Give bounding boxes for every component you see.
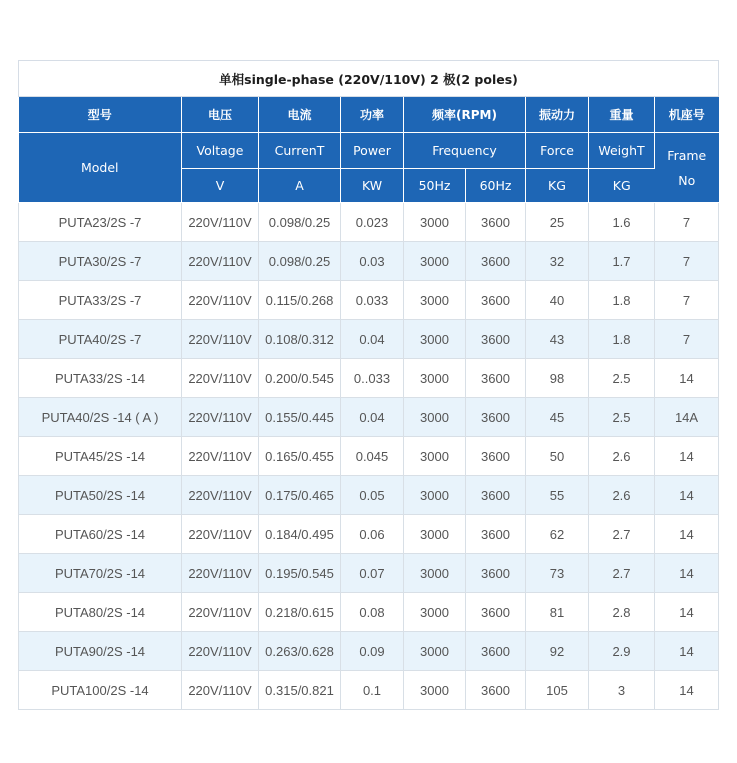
header-freq-60hz: 60Hz	[466, 169, 526, 203]
cell-current: 0.108/0.312	[259, 320, 341, 359]
cell-power: 0.045	[341, 437, 404, 476]
table-row	[19, 554, 719, 593]
cell-voltage: 220V/110V	[182, 515, 259, 554]
cell-rpm-50hz: 3000	[404, 554, 466, 593]
cell-current: 0.218/0.615	[259, 593, 341, 632]
table-row	[19, 359, 719, 398]
cell-rpm-50hz: 3000	[404, 242, 466, 281]
cell-current: 0.200/0.545	[259, 359, 341, 398]
header-frame-line2: No	[678, 172, 696, 188]
cell-voltage: 220V/110V	[182, 593, 259, 632]
cell-power: 0.04	[341, 398, 404, 437]
cell-voltage: 220V/110V	[182, 203, 259, 242]
cell-rpm-60hz: 3600	[466, 242, 526, 281]
cell-model: PUTA40/2S -14 ( A )	[19, 398, 182, 437]
cell-force: 105	[526, 671, 589, 710]
header-voltage-cn: 电压	[182, 97, 259, 133]
cell-rpm-60hz: 3600	[466, 398, 526, 437]
cell-force: 45	[526, 398, 589, 437]
cell-weight: 2.9	[589, 632, 655, 671]
cell-frame: 7	[655, 320, 719, 359]
cell-weight: 2.5	[589, 359, 655, 398]
cell-rpm-60hz: 3600	[466, 281, 526, 320]
cell-weight: 2.8	[589, 593, 655, 632]
header-force-cn: 振动力	[526, 97, 589, 133]
header-voltage-unit: V	[182, 169, 259, 203]
cell-rpm-60hz: 3600	[466, 476, 526, 515]
cell-voltage: 220V/110V	[182, 242, 259, 281]
cell-force: 40	[526, 281, 589, 320]
cell-model: PUTA80/2S -14	[19, 593, 182, 632]
table-row	[19, 242, 719, 281]
cell-rpm-60hz: 3600	[466, 632, 526, 671]
cell-model: PUTA30/2S -7	[19, 242, 182, 281]
cell-force: 55	[526, 476, 589, 515]
cell-weight: 2.5	[589, 398, 655, 437]
cell-model: PUTA90/2S -14	[19, 632, 182, 671]
cell-current: 0.315/0.821	[259, 671, 341, 710]
cell-power: 0.04	[341, 320, 404, 359]
cell-model: PUTA50/2S -14	[19, 476, 182, 515]
cell-weight: 3	[589, 671, 655, 710]
cell-current: 0.155/0.445	[259, 398, 341, 437]
cell-rpm-60hz: 3600	[466, 359, 526, 398]
header-current-unit: A	[259, 169, 341, 203]
cell-rpm-50hz: 3000	[404, 320, 466, 359]
cell-frame: 14	[655, 593, 719, 632]
cell-current: 0.098/0.25	[259, 242, 341, 281]
cell-voltage: 220V/110V	[182, 398, 259, 437]
header-frequency-cn: 频率(RPM)	[404, 97, 526, 133]
cell-rpm-50hz: 3000	[404, 398, 466, 437]
cell-frame: 14	[655, 671, 719, 710]
cell-frame: 14	[655, 437, 719, 476]
cell-voltage: 220V/110V	[182, 476, 259, 515]
header-force-en: Force	[526, 133, 589, 169]
header-force-unit: KG	[526, 169, 589, 203]
cell-current: 0.184/0.495	[259, 515, 341, 554]
table-row	[19, 320, 719, 359]
table-row	[19, 398, 719, 437]
cell-frame: 7	[655, 242, 719, 281]
header-voltage-en: Voltage	[182, 133, 259, 169]
cell-frame: 7	[655, 203, 719, 242]
cell-rpm-50hz: 3000	[404, 476, 466, 515]
header-power-unit: KW	[341, 169, 404, 203]
cell-force: 43	[526, 320, 589, 359]
cell-voltage: 220V/110V	[182, 320, 259, 359]
cell-rpm-60hz: 3600	[466, 593, 526, 632]
header-frame-en	[655, 133, 719, 203]
cell-rpm-60hz: 3600	[466, 515, 526, 554]
cell-power: 0.1	[341, 671, 404, 710]
cell-force: 92	[526, 632, 589, 671]
cell-voltage: 220V/110V	[182, 554, 259, 593]
header-frame-cn: 机座号	[655, 97, 719, 133]
cell-rpm-50hz: 3000	[404, 359, 466, 398]
spec-table	[18, 60, 719, 710]
cell-weight: 1.8	[589, 281, 655, 320]
header-frequency-en: Frequency	[404, 133, 526, 169]
cell-voltage: 220V/110V	[182, 437, 259, 476]
table-row	[19, 476, 719, 515]
cell-rpm-50hz: 3000	[404, 515, 466, 554]
cell-voltage: 220V/110V	[182, 632, 259, 671]
cell-voltage: 220V/110V	[182, 281, 259, 320]
cell-rpm-60hz: 3600	[466, 203, 526, 242]
cell-power: 0.023	[341, 203, 404, 242]
cell-frame: 14	[655, 632, 719, 671]
header-power-en: Power	[341, 133, 404, 169]
cell-frame: 14A	[655, 398, 719, 437]
header-model-cn: 型号	[19, 97, 182, 133]
header-frame-line1: Frame	[667, 147, 707, 163]
cell-model: PUTA70/2S -14	[19, 554, 182, 593]
cell-force: 98	[526, 359, 589, 398]
header-row-chinese	[19, 97, 719, 133]
cell-model: PUTA100/2S -14	[19, 671, 182, 710]
cell-frame: 14	[655, 359, 719, 398]
cell-force: 25	[526, 203, 589, 242]
table-title: 单相single-phase (220V/110V) 2 极(2 poles)	[19, 61, 719, 97]
cell-current: 0.175/0.465	[259, 476, 341, 515]
cell-force: 62	[526, 515, 589, 554]
cell-rpm-50hz: 3000	[404, 671, 466, 710]
table-body	[19, 203, 719, 710]
cell-power: 0..033	[341, 359, 404, 398]
cell-model: PUTA23/2S -7	[19, 203, 182, 242]
cell-power: 0.033	[341, 281, 404, 320]
cell-voltage: 220V/110V	[182, 359, 259, 398]
cell-frame: 14	[655, 515, 719, 554]
cell-force: 81	[526, 593, 589, 632]
cell-model: PUTA40/2S -7	[19, 320, 182, 359]
spec-table-container	[18, 60, 718, 710]
cell-rpm-60hz: 3600	[466, 554, 526, 593]
cell-frame: 14	[655, 476, 719, 515]
cell-rpm-50hz: 3000	[404, 632, 466, 671]
cell-model: PUTA33/2S -7	[19, 281, 182, 320]
cell-model: PUTA33/2S -14	[19, 359, 182, 398]
cell-frame: 14	[655, 554, 719, 593]
cell-model: PUTA45/2S -14	[19, 437, 182, 476]
cell-weight: 2.6	[589, 437, 655, 476]
table-row	[19, 203, 719, 242]
cell-rpm-50hz: 3000	[404, 437, 466, 476]
header-weight-cn: 重量	[589, 97, 655, 133]
cell-force: 73	[526, 554, 589, 593]
header-row-english	[19, 133, 719, 169]
table-row	[19, 281, 719, 320]
cell-power: 0.03	[341, 242, 404, 281]
cell-power: 0.07	[341, 554, 404, 593]
cell-force: 32	[526, 242, 589, 281]
cell-rpm-50hz: 3000	[404, 593, 466, 632]
cell-frame: 7	[655, 281, 719, 320]
table-row	[19, 671, 719, 710]
header-weight-unit: KG	[589, 169, 655, 203]
header-current-cn: 电流	[259, 97, 341, 133]
cell-weight: 2.7	[589, 515, 655, 554]
cell-rpm-50hz: 3000	[404, 203, 466, 242]
header-weight-en: WeighT	[589, 133, 655, 169]
cell-current: 0.115/0.268	[259, 281, 341, 320]
cell-weight: 1.6	[589, 203, 655, 242]
cell-model: PUTA60/2S -14	[19, 515, 182, 554]
table-row	[19, 593, 719, 632]
cell-current: 0.195/0.545	[259, 554, 341, 593]
header-current-en: CurrenT	[259, 133, 341, 169]
cell-power: 0.09	[341, 632, 404, 671]
cell-current: 0.263/0.628	[259, 632, 341, 671]
cell-voltage: 220V/110V	[182, 671, 259, 710]
cell-weight: 1.7	[589, 242, 655, 281]
cell-power: 0.08	[341, 593, 404, 632]
cell-rpm-50hz: 3000	[404, 281, 466, 320]
cell-weight: 1.8	[589, 320, 655, 359]
cell-weight: 2.7	[589, 554, 655, 593]
cell-power: 0.05	[341, 476, 404, 515]
cell-force: 50	[526, 437, 589, 476]
cell-power: 0.06	[341, 515, 404, 554]
table-row	[19, 515, 719, 554]
cell-current: 0.165/0.455	[259, 437, 341, 476]
table-row	[19, 632, 719, 671]
cell-rpm-60hz: 3600	[466, 320, 526, 359]
table-row	[19, 437, 719, 476]
cell-rpm-60hz: 3600	[466, 671, 526, 710]
cell-weight: 2.6	[589, 476, 655, 515]
cell-rpm-60hz: 3600	[466, 437, 526, 476]
cell-current: 0.098/0.25	[259, 203, 341, 242]
header-freq-50hz: 50Hz	[404, 169, 466, 203]
header-model-en: Model	[19, 133, 182, 203]
header-power-cn: 功率	[341, 97, 404, 133]
